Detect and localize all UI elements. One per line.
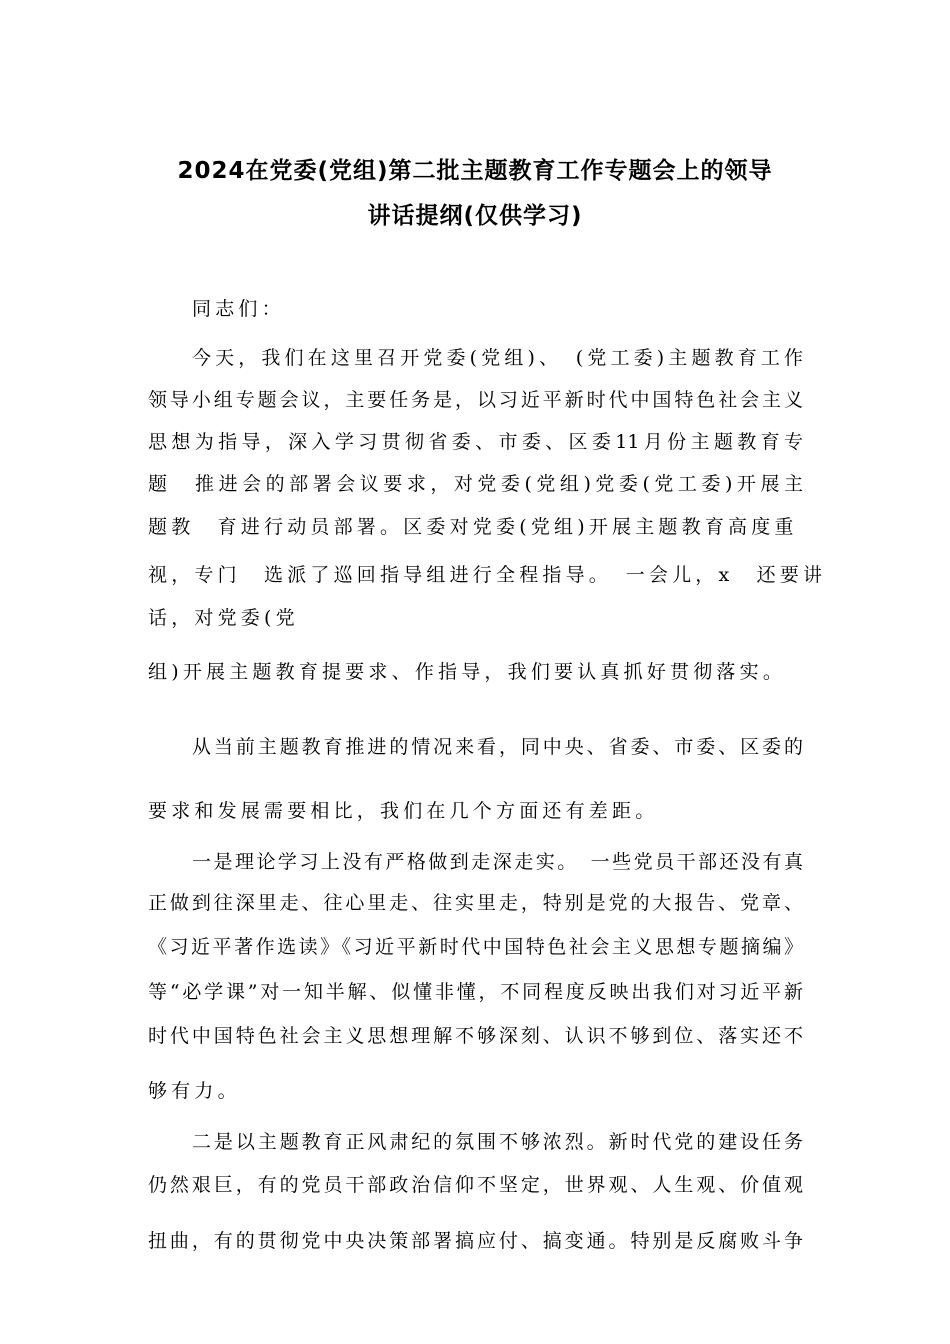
paragraph-line: 思想为指导，深入学习贯彻省委、市委、区委11月份主题教育专 <box>148 431 803 453</box>
paragraph-line: 要求和发展需要相比，我们在几个方面还有差距。 <box>148 800 659 822</box>
paragraph-line: 够有力。 <box>148 1080 241 1102</box>
paragraph-line: 正做到往深里走、往心里走、往实里走，特别是党的大报告、党章、 <box>148 892 803 914</box>
paragraph-line: 二是以主题教育正风肃纪的氛围不够浓烈。新时代党的建设任务 <box>192 1131 803 1153</box>
paragraph-line: 等“必学课”对一知半解、似懂非懂，不同程度反映出我们对习近平新 <box>148 981 803 1003</box>
document-title-line-2: 讲话提纲(仅供学习) <box>367 203 583 229</box>
paragraph-line: 仍然艰巨，有的党员干部政治信仰不坚定，世界观、人生观、价值观 <box>148 1174 803 1196</box>
paragraph-line: 领导小组专题会议，主要任务是，以习近平新时代中国特色社会主义 <box>148 389 803 411</box>
paragraph-line: 题教 育进行动员部署。区委对党委(党组)开展主题教育高度重 <box>148 516 798 538</box>
paragraph-line: 话，对党委(党 <box>148 607 299 629</box>
paragraph-line: 《习近平著作选读》《习近平新时代中国特色社会主义思想专题摘编》 <box>148 936 803 958</box>
paragraph-line: 题 推进会的部署会议要求，对党委(党组)党委(党工委)开展主 <box>148 473 803 495</box>
paragraph-line: 组)开展主题教育提要求、作指导，我们要认真抓好贯彻落实。 <box>148 661 787 683</box>
document-title-line-1: 2024在党委(党组)第二批主题教育工作专题会上的领导 <box>177 158 773 184</box>
paragraph-line: 今天，我们在这里召开党委(党组)、 (党工委)主题教育工作 <box>192 347 803 369</box>
paragraph-line: 从当前主题教育推进的情况来看，同中央、省委、市委、区委的 <box>192 736 803 758</box>
salutation: 同志们： <box>192 298 285 320</box>
paragraph-line: 扭曲，有的贯彻党中央决策部署搞应付、搞变通。特别是反腐败斗争 <box>148 1230 803 1252</box>
paragraph-line: 一是理论学习上没有严格做到走深走实。 一些党员干部还没有真 <box>192 851 803 873</box>
paragraph-line: 视，专门 选派了巡回指导组进行全程指导。 一会儿，x 还要讲 <box>148 564 827 586</box>
paragraph-line: 时代中国特色社会主义思想理解不够深刻、认识不够到位、落实还不 <box>148 1025 803 1047</box>
